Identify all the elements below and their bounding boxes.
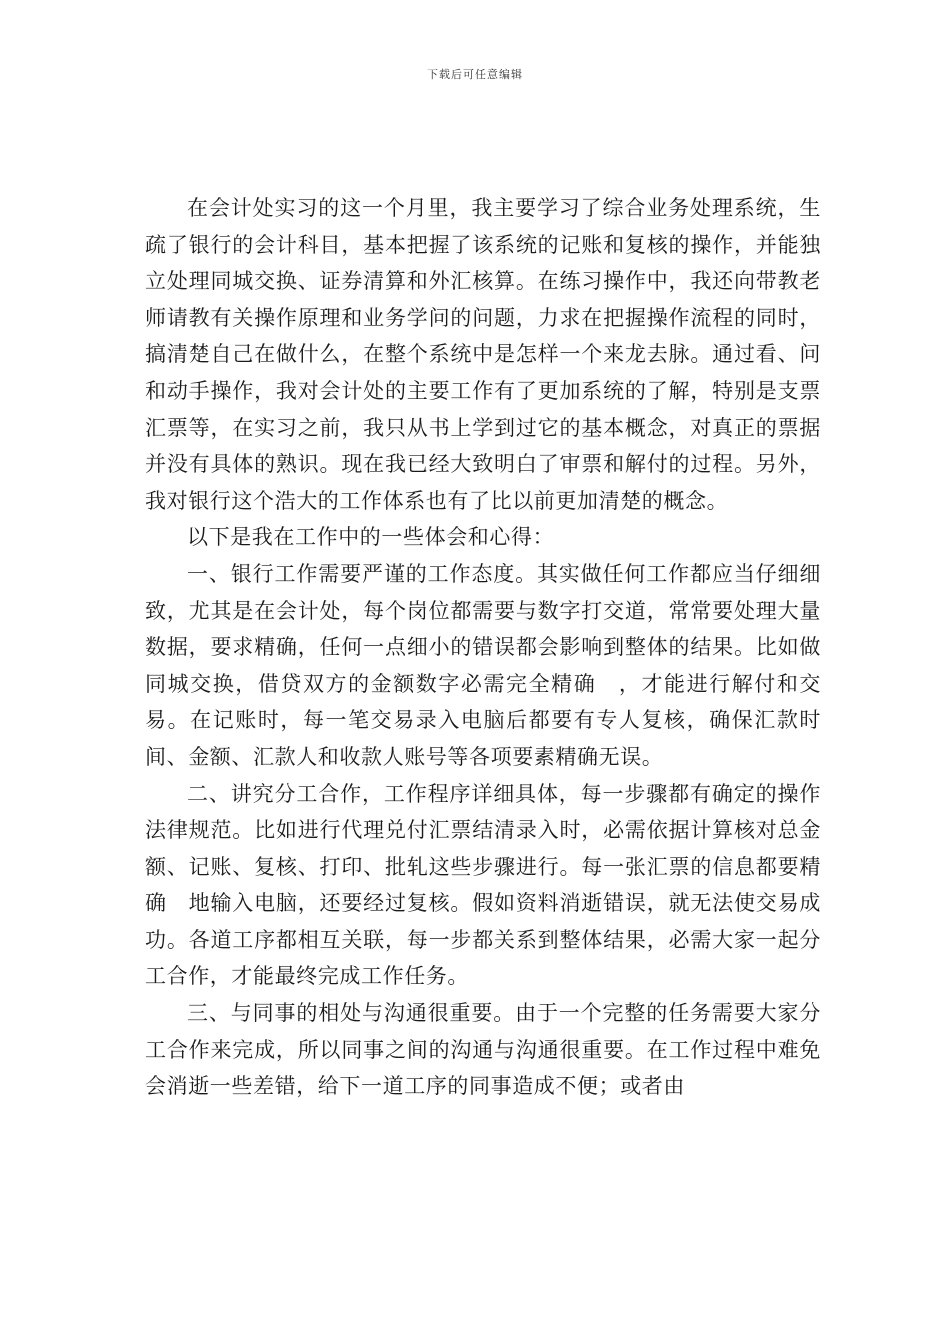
paragraph-point-three: 三、与同事的相处与沟通很重要。由于一个完整的任务需要大家分工合作来完成，所以同事之间的沟通与沟通很重要。在工作过程中难免会消逝一些差错，给下一道工序的同事造成不便；或者由 [145,1001,821,1099]
paragraph-intro: 在会计处实习的这一个月里，我主要学习了综合业务处理系统，生疏了银行的会计科目，基本把握了该系统的记账和复核的操作，并能独立处理同城交换、证券清算和外汇核算。在练习操作中，我还向带教老师请教有关操作原理和业务学问的问题，力求在把握操作流程的同时，搞清楚自己在做什么，在整个系统中是怎样一个来龙去脉。通过看、问和动手操作，我对会计处的主要工作有了更加系统的了解，特别是支票汇票等，在实习之前，我只从书上学到过它的基本概念，对真正的票据并没有具体的熟识。现在我已经大致明白了审票和解付的过程。另外，我对银行这个浩大的工作体系也有了比以前更加清楚的概念。 [145,196,821,513]
paragraph-point-two: 二、讲究分工合作，工作程序详细具体，每一步骤都有确定的操作法律规范。比如进行代理兑付汇票结清录入时，必需依据计算核对总金额、记账、复核、打印、批轧这些步骤进行。每一张汇票的信息都要精确 地输入电脑，还要经过复核。假如资料消逝错误，就无法使交易成功。各道工序都相互关联，每一步都关系到整体结果，必需大家一起分工合作，才能最终完成工作任务。 [145,781,821,989]
page-header-note: 下载后可任意编辑 [427,68,523,81]
paragraph-point-one: 一、银行工作需要严谨的工作态度。其实做任何工作都应当仔细细致，尤其是在会计处，每个岗位都需要与数字打交道，常常要处理大量数据，要求精确，任何一点细小的错误都会影响到整体的结果。比如做同城交换，借贷双方的金额数字必需完全精确 ，才能进行解付和交易。在记账时，每一笔交易录入电脑后都要有专人复核，确保汇款时间、金额、汇款人和收款人账号等各项要素精确无误。 [145,561,821,769]
document-body [145,190,821,1105]
paragraph-lead-in: 以下是我在工作中的一些体会和心得： [187,525,555,550]
